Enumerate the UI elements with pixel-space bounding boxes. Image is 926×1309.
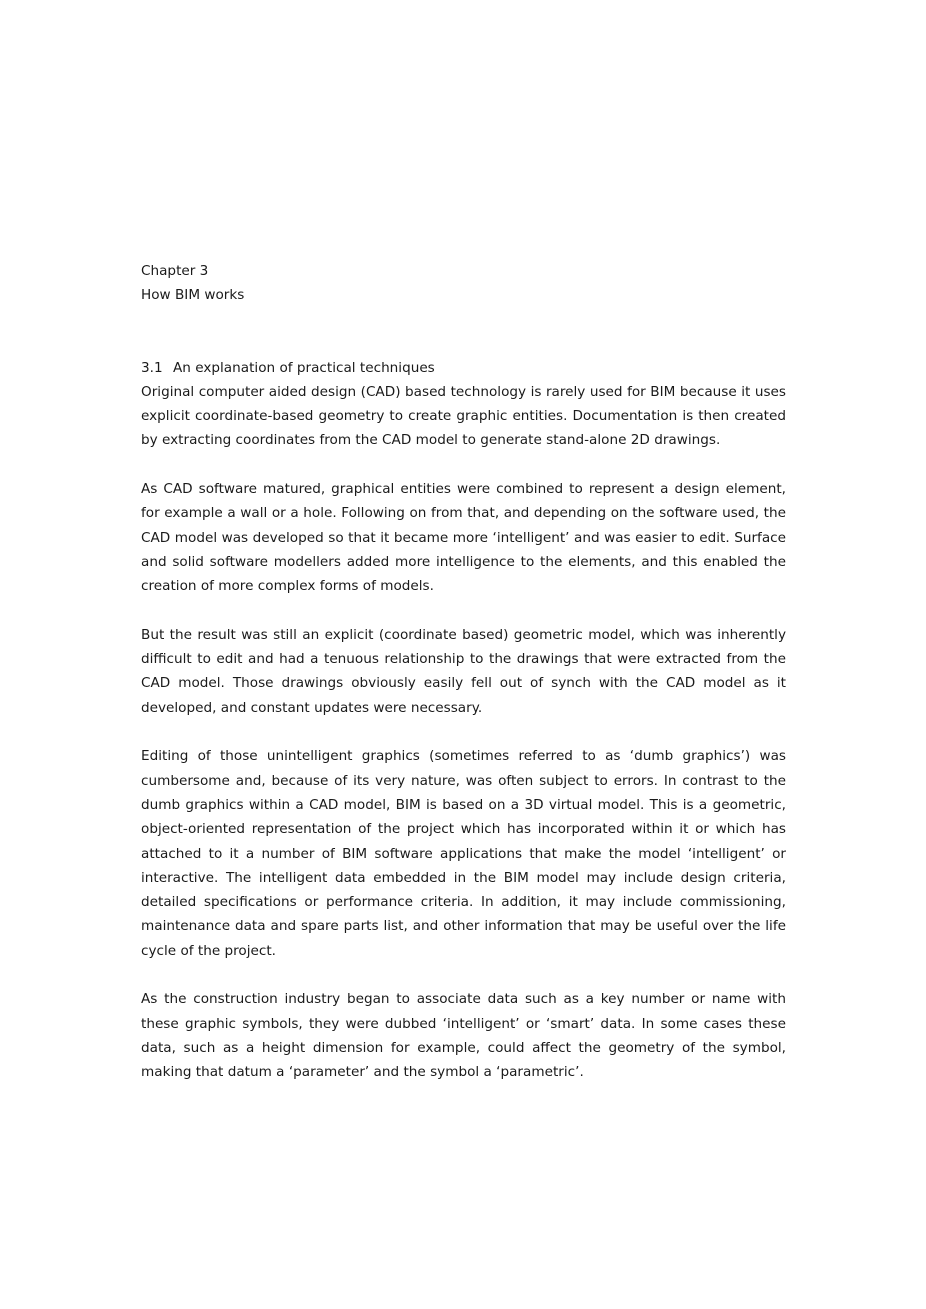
paragraph-cad-matured: As CAD software matured, graphical entities were combined to represent a design element, for example a wall or a hole. Following on from that, and depending on the software used, the CAD model was developed so that it became more ‘intelligent’ and was easier to edit. Surface and solid software modellers added more intelligence to the elements, and this enabled the creation of more complex forms of models. [141, 481, 786, 595]
section-title: An explanation of practical techniques [173, 359, 435, 376]
chapter-heading [141, 259, 786, 308]
paragraph-intelligent-data: As the construction industry began to associate data such as a key number or name with these graphic symbols, they were dubbed ‘intelligent’ or ‘smart’ data. In some cases these data, such as a height dimension for example, could affect the geometry of the symbol, making that datum a ‘parameter’ and the symbol a ‘parametric’. [141, 991, 786, 1081]
section-number: 3.1 [141, 359, 163, 376]
page-content [141, 259, 786, 1109]
chapter-title: How BIM works [141, 287, 245, 304]
paragraph-explicit-model: But the result was still an explicit (coordinate based) geometric model, which was inherently difficult to edit and had a tenuous relationship to the drawings that were extracted from the CAD model. Those drawings obviously easily fell out of synch with the CAD model as it developed, and constant updates were necessary. [141, 626, 786, 716]
chapter-label: Chapter 3 [141, 263, 209, 279]
paragraph-cad-technology: Original computer aided design (CAD) based technology is rarely used for BIM because it uses explicit coordinate-based geometry to create graphic entities. Documentation is then created by extracting coordinates from the CAD model to generate stand-alone 2D drawings. [141, 383, 786, 449]
section-heading [141, 356, 786, 380]
paragraph-dumb-graphics: Editing of those unintelligent graphics (sometimes referred to as ‘dumb graphics’) was cumbersome and, because of its very nature, was often subject to errors. In contrast to the dumb graphics within a CAD model, BIM is based on a 3D virtual model. This is a geometric, object-oriented representation of the project which has incorporated within it or which has attached to it a number of BIM software applications that make the model ‘intelligent’ or interactive. The intelligent data embedded in the BIM model may include design criteria, detailed specifications or performance criteria. In addition, it may include commissioning, maintenance data and spare parts list, and other information that may be useful over the life cycle of the project. [141, 748, 786, 959]
